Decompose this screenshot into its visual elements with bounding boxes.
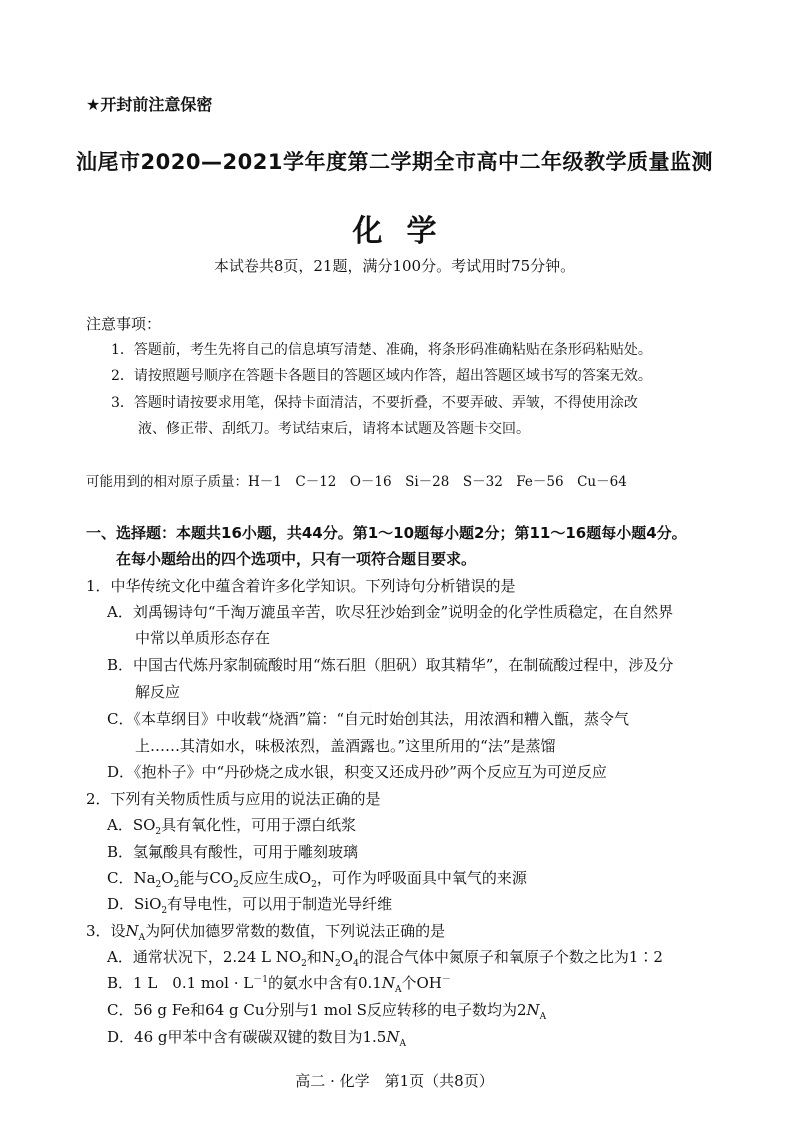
page-footer: 高二 · 化学 第1页（共8页） — [295, 1072, 494, 1090]
q1-option-c: C．《本草纲目》中收载“烧酒”篇：“自元时始创其法，用浓酒和糟入甑，蒸令气 — [107, 710, 629, 728]
q2-option-c: C．$Na_2O_2$能与$CO_2$反应生成$O_2$，可作为呼吸面具中氧气的来源 — [107, 869, 527, 890]
q3-option-c: C．56 g Fe和64 g Cu分别与1 mol S反应转移的电子数均为$2N_A$ — [107, 1001, 547, 1022]
confidential-notice: ★开封前注意保密 — [86, 95, 213, 114]
q3-option-d: D．46 g甲苯中含有碳碳双键的数目为$1.5N_A$ — [107, 1028, 406, 1049]
q2-option-d: D．SiO$_2$有导电性，可以用于制造光导纤维 — [107, 895, 393, 916]
q2-option-a: A．$SO_2$具有氧化性，可用于漂白纸浆 — [107, 816, 357, 837]
exam-title: 汕尾市2020—2021学年度第二学期全市高中二年级教学质量监测 — [76, 150, 713, 174]
question-1-stem: 1．中华传统文化中蕴含着许多化学知识。下列诗句分析错误的是 — [86, 577, 516, 595]
atomic-masses: 可能用到的相对原子质量：H－1 C－12 O－16 Si－28 S－32 Fe－56 Cu－64 — [86, 474, 627, 490]
q1-option-b-continued: 解反应 — [135, 683, 181, 701]
subject-title: 化学 — [352, 214, 461, 249]
section-instruction: 在每小题给出的四个选项中，只有一项符合题目要求。 — [116, 550, 477, 568]
q1-option-d: D．《抱朴子》中“丹砂烧之成水银，积变又还成丹砂”两个反应互为可逆反应 — [107, 763, 607, 781]
q1-option-a-continued: 中常以单质形态存在 — [135, 629, 271, 647]
q1-option-c-continued: 上……其清如水，味极浓烈，盖酒露也。”这里所用的“法”是蒸馏 — [135, 737, 556, 755]
q3-option-a: A．通常状况下，2.24 L $NO_2$和$N_2O_4$的混合气体中氮原子和氧原子个数之比为1∶2 — [107, 948, 663, 969]
q2-option-b: B．氢氟酸具有酸性，可用于雕刻玻璃 — [107, 843, 359, 861]
notice-item-continued: 液、修正带、刮纸刀。考试结束后，请将本试题及答题卡交回。 — [138, 421, 530, 437]
q1-option-b: B．中国古代炼丹家制硫酸时用“炼石胆（胆矾）取其精华”，在制硫酸过程中，涉及分 — [107, 656, 674, 674]
notice-heading: 注意事项： — [86, 315, 162, 333]
question-3-stem: 3．设$N_A$为阿伏加德罗常数的数值，下列说法正确的是 — [86, 922, 446, 943]
notice-item: 2．请按照题号顺序在答题卡各题目的答题区域内作答，超出答题区域书写的答案无效。 — [111, 368, 652, 384]
notice-item: 1．答题前，考生先将自己的信息填写清楚、准确，将条形码准确粘贴在条形码粘贴处。 — [111, 342, 652, 358]
q1-option-a: A．刘禹锡诗句“千淘万漉虽辛苦，吹尽狂沙始到金”说明金的化学性质稳定，在自然界 — [107, 603, 674, 621]
section-heading: 一、选择题：本题共16小题，共44分。第1～10题每小题2分；第11～16题每小题4分。 — [86, 524, 687, 542]
q3-option-b: B．1 L 0.1 mol · $L^{-1}$的氨水中含有$0.1N_A$个OH－ — [107, 974, 451, 995]
question-2-stem: 2．下列有关物质性质与应用的说法正确的是 — [86, 790, 381, 808]
exam-info: 本试卷共8页，21题，满分100分。考试用时75分钟。 — [213, 257, 576, 275]
notice-item: 3．答题时请按要求用笔，保持卡面清洁，不要折叠，不要弄破、弄皱，不得使用涂改 — [111, 395, 638, 411]
